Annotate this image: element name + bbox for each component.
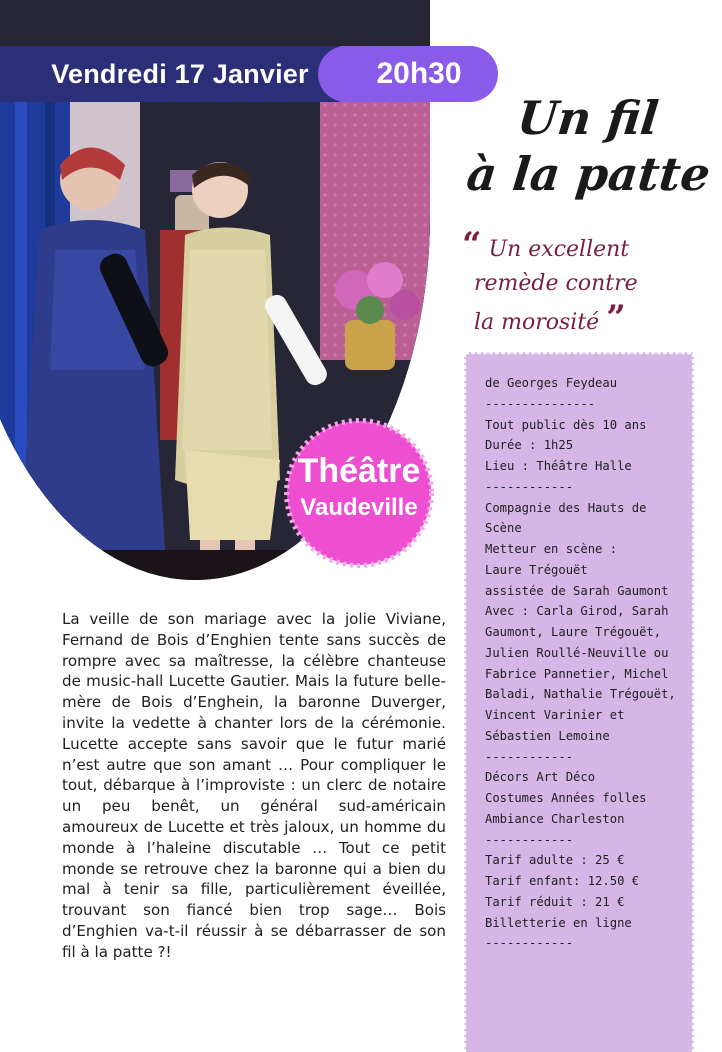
info-line: Scène — [485, 521, 522, 536]
info-line: Lieu : Théâtre Halle — [485, 459, 632, 473]
panel-perforated-edge — [464, 349, 694, 355]
info-separator: ------------ — [485, 936, 574, 951]
info-line: Baladi, Nathalie Trégouët, — [485, 687, 676, 702]
badge-line2: Vaudeville — [300, 494, 418, 521]
info-separator: ------------ — [485, 479, 574, 494]
info-line: assistée de Sarah Gaumont — [485, 583, 669, 598]
info-line: Décors Art Déco — [485, 770, 596, 785]
info-lines — [485, 373, 690, 954]
play-title-line2: à la patte — [464, 147, 713, 201]
info-panel — [464, 352, 694, 1052]
synopsis-text: La veille de son mariage avec la jolie Viviane, Fernand de Bois d’Enghien tente sans succès de rompre avec sa maîtresse, la célèbre chanteuse de music-hall Lucette Gautier. Mais la future belle-mère de Bois d’Enghein, la baronne Duverger, invite la vedette à chanter lors de la cérémonie. Lucette accepte sans savoir que le futur marié n’est autre que son amant … Pour compliquer le tout, débarque à l’improviste : un clerc de notaire un peu benêt, un général sud-américain amoureux de Lucette et très jaloux, un homme du monde à l’haleine discutable … Tout ce petit monde se retrouve chez la baronne qui a bien du mal à tenir sa fille, particulièrement éveillée, trouvant son fiancé bien trop sage… Bois d’Enghien va-t-il réussir à se débarrasser de son fil à la patte ?! — [62, 610, 446, 961]
play-title — [464, 90, 713, 202]
info-line: Compagnie des Hauts de — [485, 500, 647, 515]
info-line: Fabrice Pannetier, Michel — [485, 666, 669, 681]
info-line: Tout public dès 10 ans — [485, 417, 647, 432]
info-line: Laure Trégouët — [485, 562, 588, 577]
info-line: Durée : 1h25 — [485, 438, 574, 453]
info-line: Julien Roullé-Neuville ou — [485, 645, 669, 660]
quote-line2: remède contre — [474, 271, 638, 296]
info-separator: ------------ — [485, 749, 574, 764]
info-line: Avec : Carla Girod, Sarah — [485, 604, 669, 619]
info-separator: --------------- — [485, 396, 596, 411]
info-separator: ------------ — [485, 832, 574, 847]
badge-line1: Théâtre — [297, 452, 421, 490]
info-line: Costumes Années folles — [485, 791, 647, 805]
genre-badge — [279, 413, 439, 573]
info-line: Ambiance Charleston — [485, 811, 625, 826]
info-line: Sébastien Lemoine — [485, 728, 610, 743]
info-line: Gaumont, Laure Trégouët, — [485, 625, 662, 639]
event-time-label: 20h30 — [376, 57, 462, 90]
info-line: Metteur en scène : — [485, 542, 618, 556]
quote-line1: Un excellent — [488, 237, 630, 262]
info-line: Tarif réduit : 21 € — [485, 894, 625, 909]
quote-open-mark: “ — [462, 225, 482, 265]
info-line: Tarif adulte : 25 € — [485, 853, 625, 868]
info-line: Tarif enfant: 12.50 € — [485, 874, 640, 888]
play-title-line1: Un fil — [514, 91, 662, 145]
date-time-banner — [0, 46, 498, 102]
press-quote — [462, 225, 702, 340]
info-line: de Georges Feydeau — [485, 376, 618, 390]
quote-close-mark: ” — [606, 298, 626, 338]
info-line: Billetterie en ligne — [485, 915, 632, 930]
event-date: Vendredi 17 Janvier — [0, 46, 360, 102]
quote-line3: la morosité — [474, 310, 600, 335]
info-line: Vincent Varinier et — [485, 708, 625, 722]
event-time — [340, 46, 498, 102]
